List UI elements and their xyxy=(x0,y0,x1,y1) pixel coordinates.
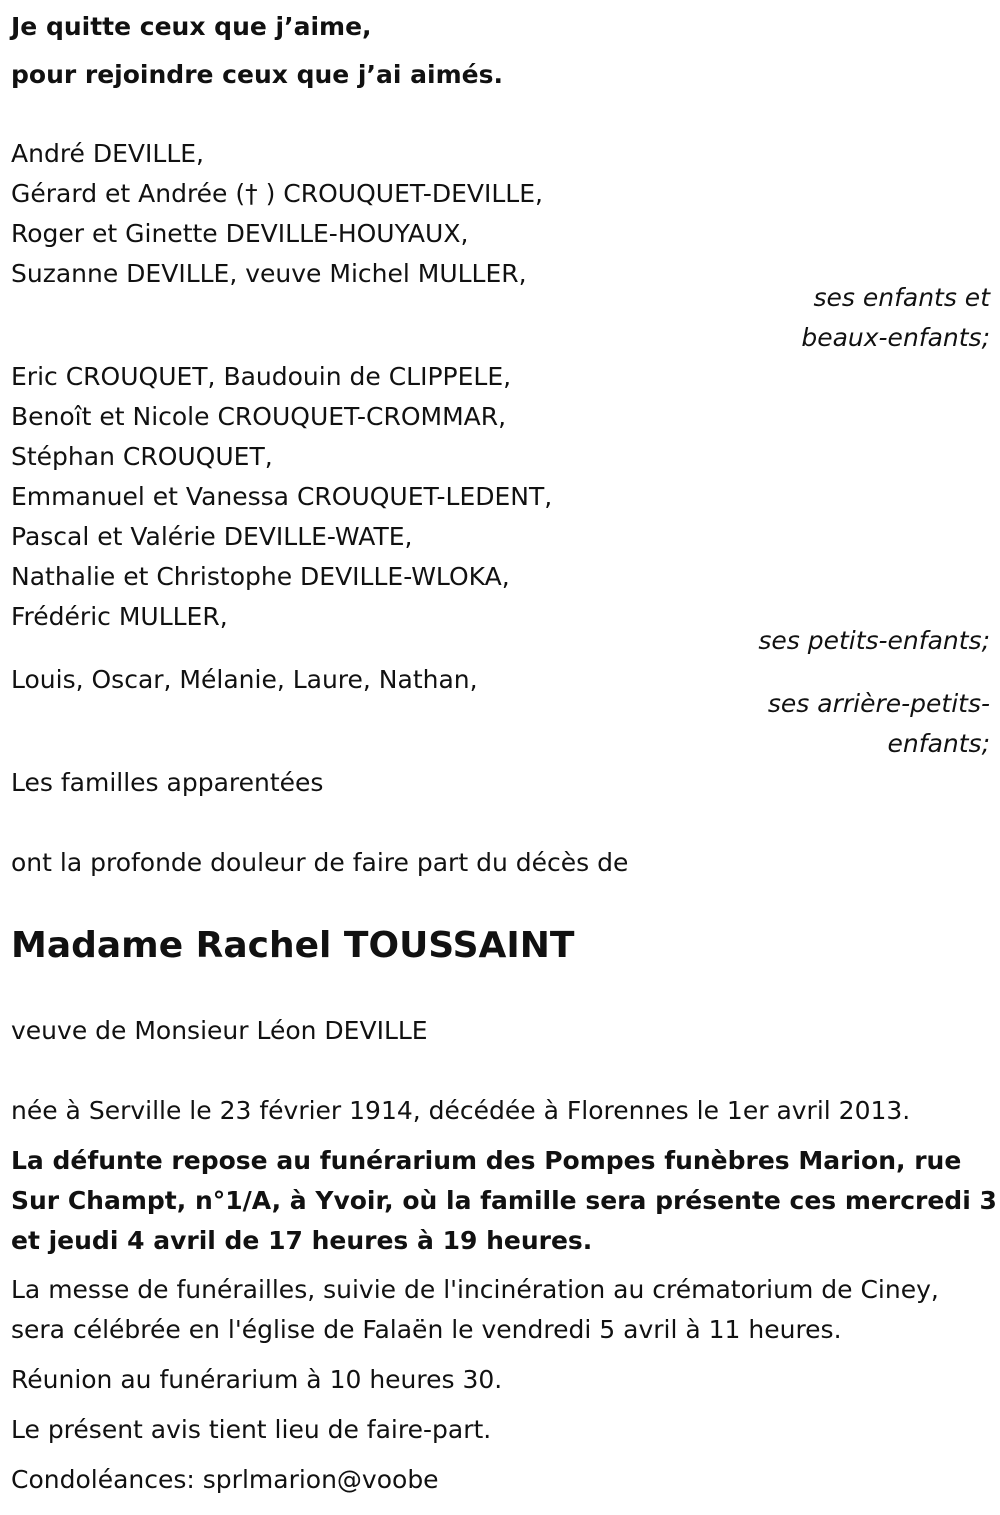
meeting-line: Réunion au funérarium à 10 heures 30. xyxy=(11,1365,503,1394)
grandchild-name: Stéphan CROUQUET, xyxy=(11,442,273,471)
grandchild-name: Nathalie et Christophe DEVILLE-WLOKA, xyxy=(11,562,510,591)
grandchild-name: Emmanuel et Vanessa CROUQUET-LEDENT, xyxy=(11,482,553,511)
repose-line-2: Sur Champt, n°1/A, à Yvoir, où la famille sera présente ces mercredi 3 xyxy=(11,1186,997,1215)
great-grandchildren-names: Louis, Oscar, Mélanie, Laure, Nathan, xyxy=(11,665,478,694)
grandchild-name: Eric CROUQUET, Baudouin de CLIPPELE, xyxy=(11,362,512,391)
grandchild-name: Frédéric MULLER, xyxy=(11,602,228,631)
repose-line-1: La défunte repose au funérarium des Pompes funèbres Marion, rue xyxy=(11,1146,962,1175)
children-relation-line-1: ses enfants et xyxy=(813,283,990,312)
great-grandchildren-relation-line-1: ses arrière-petits- xyxy=(767,689,990,718)
grandchild-name: Pascal et Valérie DEVILLE-WATE, xyxy=(11,522,413,551)
birth-death-line: née à Serville le 23 février 1914, décédée à Florennes le 1er avril 2013. xyxy=(11,1096,911,1125)
children-relation-line-2: beaux-enfants; xyxy=(801,323,990,352)
repose-line-3: et jeudi 4 avril de 17 heures à 19 heures. xyxy=(11,1226,593,1255)
epigraph-line-1: Je quitte ceux que j’aime, xyxy=(11,12,372,41)
notice-line: Le présent avis tient lieu de faire-part. xyxy=(11,1415,492,1444)
epigraph-line-2: pour rejoindre ceux que j’ai aimés. xyxy=(11,60,503,89)
grandchild-name: Benoît et Nicole CROUQUET-CROMMAR, xyxy=(11,402,507,431)
deceased-name: Madame Rachel TOUSSAINT xyxy=(11,925,575,966)
great-grandchildren-relation-line-2: enfants; xyxy=(887,729,990,758)
widow-of-line: veuve de Monsieur Léon DEVILLE xyxy=(11,1016,428,1045)
child-name: André DEVILLE, xyxy=(11,139,204,168)
child-name: Suzanne DEVILLE, veuve Michel MULLER, xyxy=(11,259,527,288)
announcement-line: ont la profonde douleur de faire part du décès de xyxy=(11,848,629,877)
child-name: Roger et Ginette DEVILLE-HOUYAUX, xyxy=(11,219,469,248)
condolences-line: Condoléances: sprlmarion@voobe xyxy=(11,1465,439,1494)
mass-line-1: La messe de funérailles, suivie de l'incinération au crématorium de Ciney, xyxy=(11,1275,939,1304)
families-line: Les familles apparentées xyxy=(11,768,324,797)
child-name: Gérard et Andrée († ) CROUQUET-DEVILLE, xyxy=(11,179,543,208)
mass-line-2: sera célébrée en l'église de Falaën le vendredi 5 avril à 11 heures. xyxy=(11,1315,842,1344)
grandchildren-relation: ses petits-enfants; xyxy=(758,626,990,655)
